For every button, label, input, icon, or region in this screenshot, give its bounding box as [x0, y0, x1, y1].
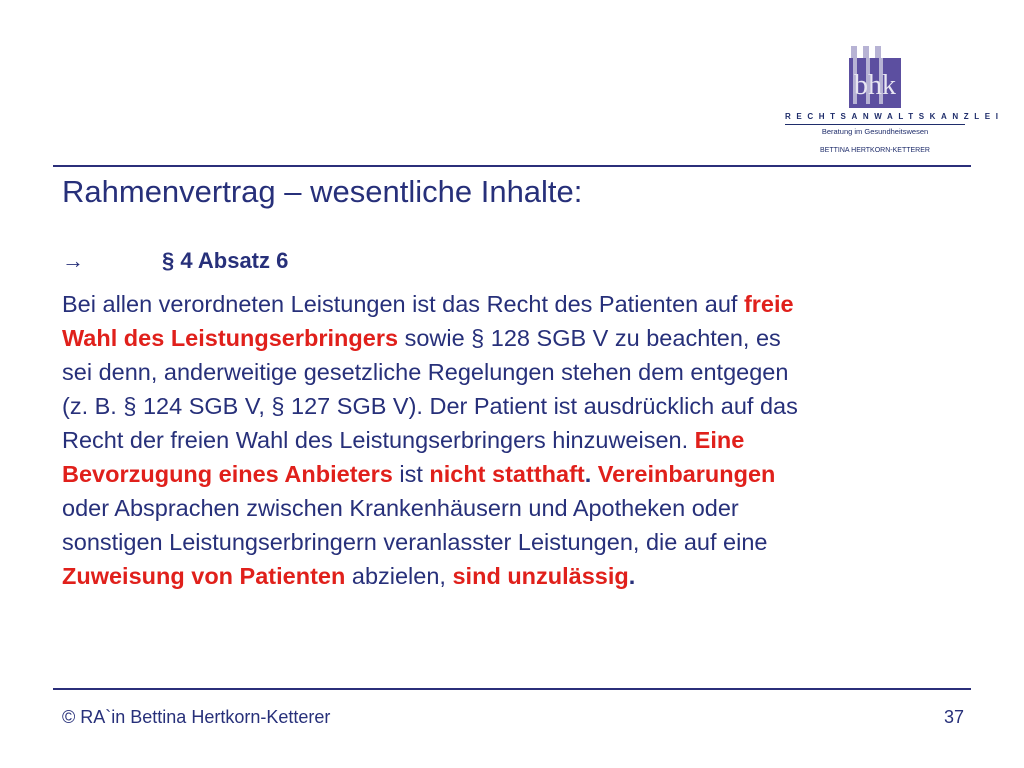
- bhk-logo-mark: [849, 46, 901, 108]
- logo-initials: bhk: [854, 70, 896, 101]
- footer-divider: [53, 688, 971, 690]
- body-line: [62, 423, 967, 457]
- body-line: [62, 559, 967, 593]
- page-number: 37: [943, 707, 964, 727]
- header-divider: [53, 165, 971, 167]
- body-line: [62, 491, 967, 525]
- body-line: [62, 321, 967, 355]
- body-line: [62, 287, 967, 321]
- emphasized-text: Eine: [694, 427, 745, 453]
- body-text-segment: sei denn, anderweitige gesetzliche Regelungen stehen dem entgegen: [62, 359, 789, 385]
- body-line: [62, 525, 967, 559]
- body-text-segment: Bei allen verordneten Leistungen ist das Recht des Patienten auf: [62, 291, 744, 317]
- section-label: § 4 Absatz 6: [162, 248, 289, 273]
- body-text-segment: (z. B. § 124 SGB V, § 127 SGB V). Der Patient ist ausdrücklich auf das: [62, 393, 798, 419]
- emphasized-text: Wahl des Leistungserbringers: [62, 325, 399, 351]
- firm-logo: [785, 46, 1004, 161]
- emphasized-text: Zuweisung von Patienten: [62, 563, 346, 589]
- body-text-segment: .: [584, 461, 598, 487]
- slide-title: Rahmenvertrag – wesentliche Inhalte:: [62, 174, 583, 209]
- logo-subline: Beratung im Gesundheitswesen: [821, 127, 929, 136]
- emphasized-text: freie: [743, 291, 794, 317]
- body-text-segment: sonstigen Leistungserbringern veranlasster Leistungen, die auf eine: [62, 529, 768, 555]
- logo-wordmark: RECHTSANWALTSKANZLEI: [785, 112, 1004, 121]
- logo-divider: [785, 124, 965, 125]
- body-text-segment: .: [628, 563, 636, 589]
- emphasized-text: sind unzulässig: [452, 563, 629, 589]
- arrow-icon: →: [62, 248, 84, 273]
- footer-copyright: © RA`in Bettina Hertkorn-Ketterer: [62, 707, 331, 727]
- body-text-segment: ist: [392, 461, 430, 487]
- body-line: [62, 355, 967, 389]
- body-line: [62, 457, 967, 491]
- body-text-segment: abzielen,: [345, 563, 453, 589]
- body-text-segment: Recht der freien Wahl des Leistungserbringers hinzuweisen.: [62, 427, 695, 453]
- body-paragraph: [62, 287, 967, 593]
- emphasized-text: Vereinbarungen: [597, 461, 776, 487]
- emphasized-text: Bevorzugung eines Anbieters: [62, 461, 393, 487]
- logo-name: BETTINA HERTKORN-KETTERER: [820, 147, 930, 154]
- emphasized-text: nicht statthaft: [429, 461, 585, 487]
- body-text-segment: sowie § 128 SGB V zu beachten, es: [398, 325, 781, 351]
- section-heading: [62, 248, 288, 274]
- body-text-segment: oder Absprachen zwischen Krankenhäusern und Apotheken oder: [62, 495, 739, 521]
- body-line: [62, 389, 967, 423]
